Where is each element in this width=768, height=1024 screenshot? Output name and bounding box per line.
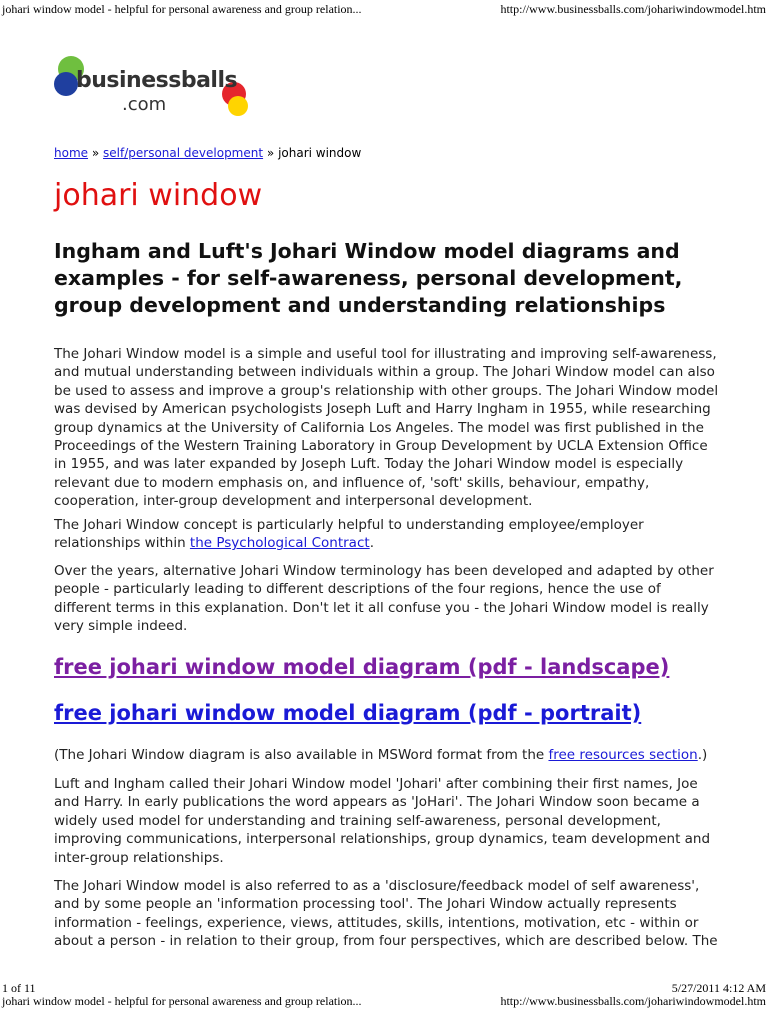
breadcrumb-separator: »: [91, 146, 100, 160]
print-header-title: johari window model - helpful for personal awareness and group relation...: [2, 2, 362, 16]
logo-blue-ball-icon: [54, 72, 78, 96]
psychological-contract-paragraph: [54, 516, 722, 553]
print-footer-page-row: [0, 981, 768, 995]
disclosure-model-paragraph: The Johari Window model is also referred to as a 'disclosure/feedback model of self awareness', and by some people an 'information processing tool'. The Johari Window actually represents information - feelings, experience, views, attitudes, skills, intentions, motivation, etc - within or about a person - in relation to their group, from four perspectives, which are described below. The: [54, 878, 718, 950]
businessballs-logo[interactable]: [52, 50, 252, 120]
paragraph-text: .): [697, 747, 708, 763]
print-footer-title: johari window model - helpful for personal awareness and group relation...: [2, 994, 362, 1008]
msword-paragraph: [54, 746, 722, 764]
print-footer-title-row: [0, 994, 768, 1008]
paragraph-text: (The Johari Window diagram is also available in MSWord format from the: [54, 747, 549, 763]
logo-domain: .com: [122, 94, 167, 115]
logo-yellow-ball-icon: [228, 96, 248, 116]
breadcrumb-section-link[interactable]: self/personal development: [103, 146, 264, 160]
page-title: johari window: [54, 178, 263, 213]
name-origin-paragraph: Luft and Ingham called their Johari Window model 'Johari' after combining their first names, Joe and Harry. In early publications the word appears as 'JoHari'. The Johari Window soon became a widely used model for understanding and training self-awareness, personal development, improving communications, interpersonal relationships, group dynamics, team development and inter-group relationships.: [54, 776, 711, 866]
pdf-landscape-link[interactable]: free johari window model diagram (pdf - landscape): [54, 655, 670, 679]
pdf-portrait-link[interactable]: free johari window model diagram (pdf - portrait): [54, 701, 642, 725]
print-header: [0, 2, 768, 16]
intro-paragraph: The Johari Window model is a simple and useful tool for illustrating and improving self-awareness, and mutual understanding between individuals within a group. The Johari Window model can also be used to assess and improve a group's relationship with other groups. The Johari Window model was devised by American psychologists Joseph Luft and Harry Ingham in 1955, while researching group dynamics at the University of California Los Angeles. The model was first published in the Proceedings of the Western Training Laboratory in Group Development by UCLA Extension Office in 1955, and was later expanded by Joseph Luft. Today the Johari Window model is especially relevant due to modern emphasis on, and influence of, 'soft' skills, behaviour, empathy, cooperation, inter-group development and interpersonal development.: [54, 346, 719, 510]
print-header-url: http://www.businessballs.com/johariwindowmodel.htm: [500, 2, 766, 16]
logo-wordmark: businessballs: [76, 68, 238, 93]
print-datetime: 5/27/2011 4:12 AM: [671, 981, 766, 995]
page-subtitle: Ingham and Luft's Johari Window model diagrams and examples - for self-awareness, personal development, group development and understanding relationships: [54, 239, 683, 317]
breadcrumb-current: johari window: [278, 146, 362, 160]
page-count: 1 of 11: [2, 981, 36, 995]
free-resources-link[interactable]: free resources section: [548, 747, 698, 763]
breadcrumb: [54, 146, 361, 160]
terminology-paragraph: Over the years, alternative Johari Window terminology has been developed and adapted by other people - particularly leading to different descriptions of the four regions, hence the use of different terms in this explanation. Don't let it all confuse you - the Johari Window model is really very simple indeed.: [54, 563, 714, 635]
breadcrumb-separator: »: [266, 146, 275, 160]
breadcrumb-home-link[interactable]: home: [54, 146, 89, 160]
psychological-contract-link[interactable]: the Psychological Contract: [189, 535, 370, 552]
print-footer-url: http://www.businessballs.com/johariwindowmodel.htm: [500, 994, 766, 1008]
paragraph-text: The Johari Window concept is particularly helpful to understanding employee/employer relationships within: [54, 517, 644, 552]
paragraph-text: .: [369, 535, 374, 552]
